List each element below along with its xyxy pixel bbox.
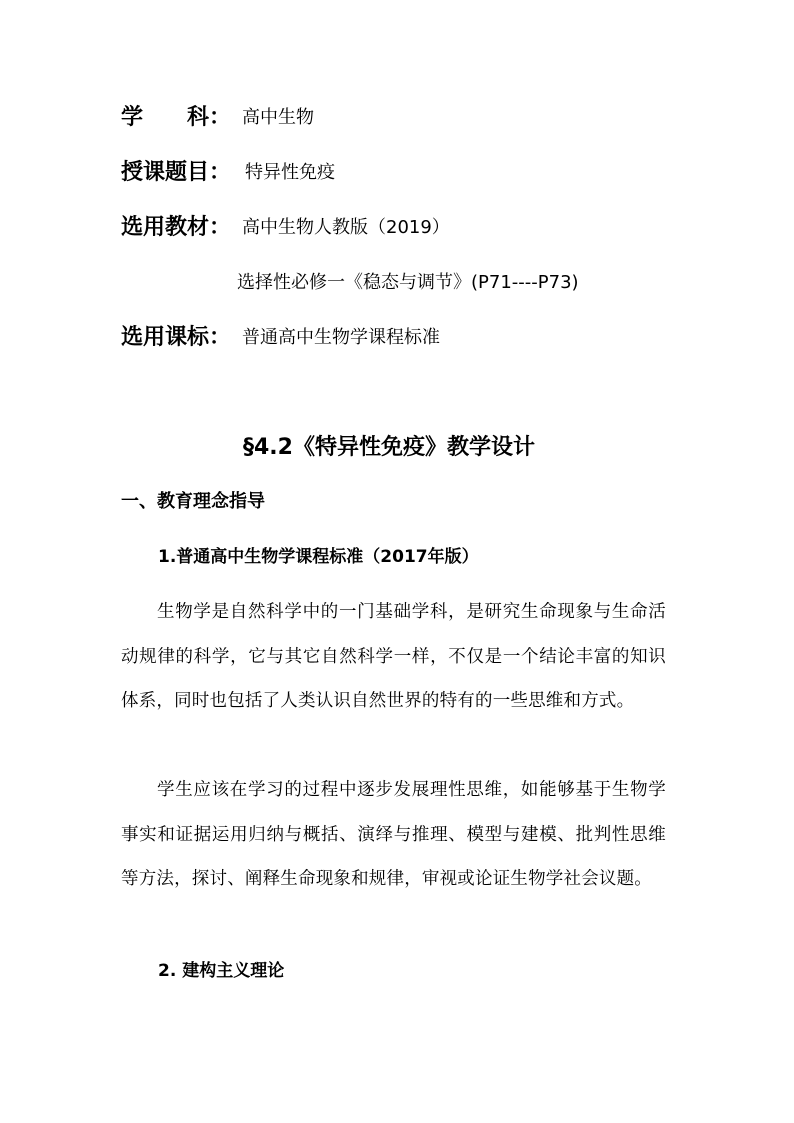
paragraph-2: 学生应该在学习的过程中逐步发展理性思维，如能够基于生物学事实和证据运用归纳与概括、演绎与推理、模型与建模、批判性思维等方法，探讨、阐释生命现象和规律，审视或论证生物学社会议题。 [121,780,666,889]
section-heading: 一、教育理念指导 [121,491,265,512]
textbook-label: 选用教材： [121,215,232,240]
subject-value: 高中生物 [242,107,314,128]
subsection-heading-1: 1.普通高中生物学课程标准（2017年版） [158,547,479,567]
subsection-heading-2: 2. 建构主义理论 [158,961,285,981]
subject-label: 学 科： [121,105,232,130]
standard-value: 普通高中生物学课程标准 [242,327,440,348]
textbook-value: 高中生物人教版（2019） [242,217,450,238]
document-title: §4.2《特异性免疫》教学设计 [243,435,535,460]
topic-value: 特异性免疫 [245,162,335,183]
paragraph-1: 生物学是自然科学中的一门基础学科，是研究生命现象与生命活动规律的科学，它与其它自然科学一样，不仅是一个结论丰富的知识体系，同时也包括了人类认识自然世界的特有的一些思维和方式。 [121,602,666,711]
textbook-volume: 选择性必修一《稳态与调节》(P71----P73) [237,272,579,293]
topic-label: 授课题目： [121,160,232,185]
standard-label: 选用课标： [121,325,232,350]
